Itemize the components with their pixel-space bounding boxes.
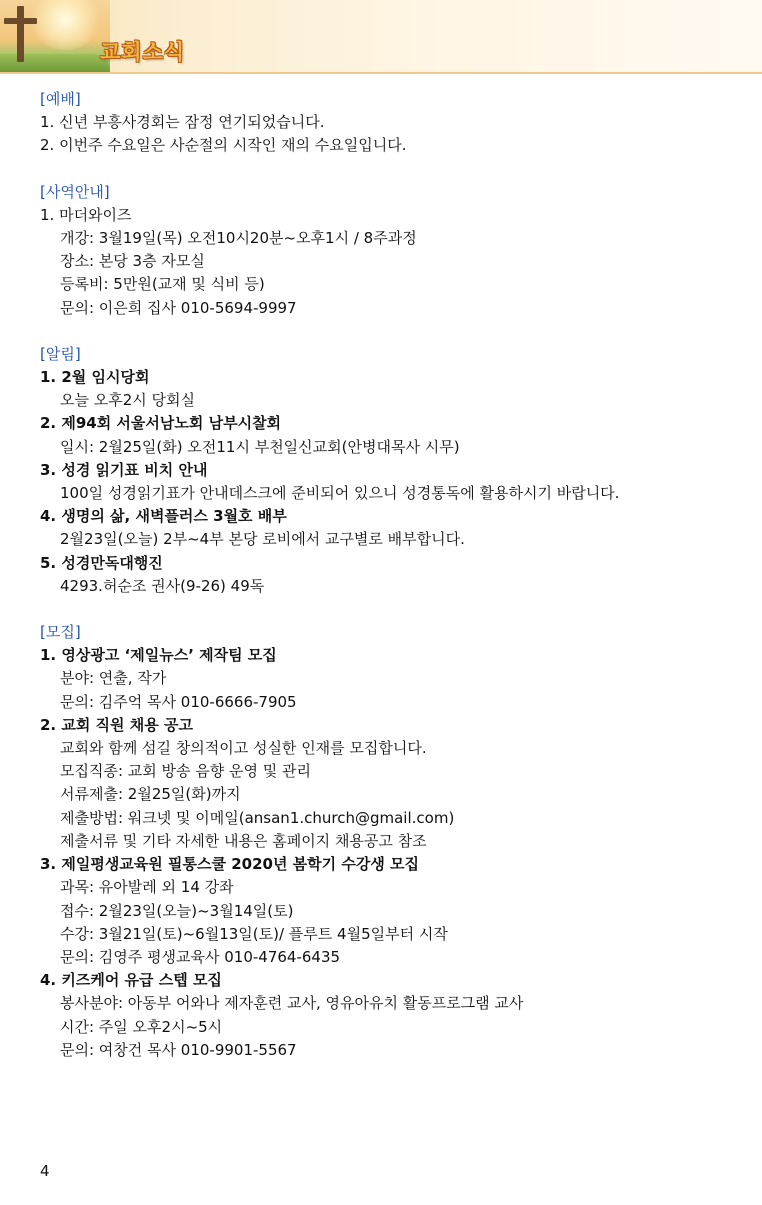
list-item-detail: 시간: 주일 오후2시~5시	[60, 1017, 223, 1036]
list-item-detail: 개강: 3월19일(목) 오전10시20분~오후1시 / 8주과정	[60, 229, 417, 248]
section-title: [알림]	[40, 344, 81, 363]
list-item-detail: 분야: 연출, 작가	[60, 669, 167, 688]
list-item-detail: 4293.허순조 권사(9-26) 49독	[60, 576, 265, 595]
list-item-detail: 수강: 3월21일(토)~6월13일(토)/ 플루트 4월5일부터 시작	[60, 924, 448, 943]
news-section	[40, 88, 740, 158]
list-item-title: 1. 마더와이즈	[40, 205, 132, 224]
page-title: 교회소식	[100, 40, 186, 64]
page-number: 4	[40, 1162, 50, 1180]
list-item-detail: 모집직종: 교회 방송 음향 운영 및 관리	[60, 762, 312, 781]
list-item-detail: 문의: 여창건 목사 010-9901-5567	[60, 1040, 297, 1059]
section-title: [예배]	[40, 90, 81, 108]
list-item-detail: 일시: 2월25일(화) 오전11시 부천일신교회(안병대목사 시무)	[60, 437, 460, 456]
news-section	[40, 343, 740, 598]
list-item-detail: 제출서류 및 기타 자세한 내용은 홈페이지 채용공고 참조	[60, 831, 427, 850]
section-title: [사역안내]	[40, 182, 110, 201]
news-section	[40, 181, 740, 320]
list-item-detail: 문의: 김주억 목사 010-6666-7905	[60, 692, 297, 711]
cross-icon-bar	[4, 18, 37, 24]
list-item-title: 3. 성경 읽기표 비치 안내	[40, 460, 208, 479]
list-item-detail: 과목: 유아발레 외 14 강좌	[60, 878, 234, 897]
list-item-detail: 2월23일(오늘) 2부~4부 본당 로비에서 교구별로 배부합니다.	[60, 530, 465, 549]
list-item-title: 2. 이번주 수요일은 사순절의 시작인 재의 수요일입니다.	[40, 136, 407, 155]
cross-illustration	[0, 0, 110, 72]
list-item-detail: 봉사분야: 아동부 어와나 제자훈련 교사, 영유아유치 활동프로그램 교사	[60, 994, 524, 1013]
list-item-title: 2. 교회 직원 채용 공고	[40, 715, 193, 734]
list-item-title: 1. 신년 부흥사경회는 잠정 연기되었습니다.	[40, 113, 325, 132]
list-item-title: 1. 영상광고 ‘제일뉴스’ 제작팀 모집	[40, 646, 277, 665]
list-item-detail: 문의: 이은희 집사 010-5694-9997	[60, 298, 297, 317]
sunlight-glow	[30, 0, 100, 50]
list-item-detail: 접수: 2월23일(오늘)~3월14일(토)	[60, 901, 294, 920]
list-item-title: 4. 생명의 삶, 새벽플러스 3월호 배부	[40, 507, 287, 526]
list-item-detail: 100일 성경읽기표가 안내데스크에 준비되어 있으니 성경통독에 활용하시기 바랍니다.	[60, 484, 620, 503]
cross-icon	[17, 6, 24, 62]
section-title: [모집]	[40, 623, 81, 642]
list-item-detail: 오늘 오후2시 당회실	[60, 391, 196, 410]
header-banner	[0, 0, 762, 74]
list-item-title: 5. 성경만독대행진	[40, 553, 163, 572]
list-item-detail: 등록비: 5만원(교재 및 식비 등)	[60, 275, 265, 294]
list-item-title: 2. 제94회 서울서남노회 남부시찰회	[40, 414, 282, 433]
list-item-title: 4. 키즈케어 유급 스텝 모집	[40, 971, 222, 990]
list-item-title: 1. 2월 임시당회	[40, 368, 150, 387]
list-item-title: 3. 제일평생교육원 필통스쿨 2020년 봄학기 수강생 모집	[40, 855, 420, 874]
list-item-detail: 제출방법: 워크넷 및 이메일(ansan1.church@gmail.com)	[60, 808, 455, 827]
news-content	[40, 88, 740, 1085]
list-item-detail: 서류제출: 2월25일(화)까지	[60, 785, 241, 804]
news-section	[40, 621, 740, 1062]
list-item-detail: 문의: 김영주 평생교육사 010-4764-6435	[60, 947, 341, 966]
list-item-detail: 장소: 본당 3층 자모실	[60, 252, 205, 271]
list-item-detail: 교회와 함께 섬길 창의적이고 성실한 인재를 모집합니다.	[60, 739, 427, 758]
